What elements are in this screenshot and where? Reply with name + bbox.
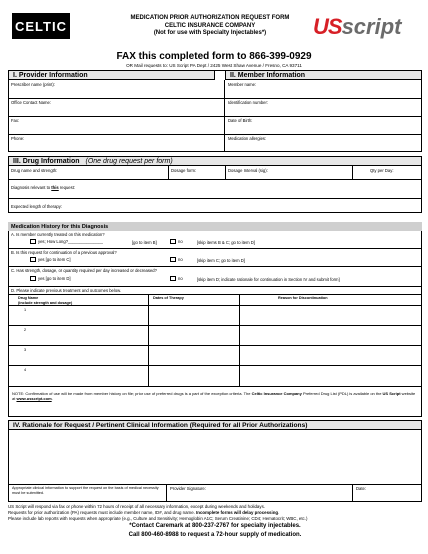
a-no-checkbox[interactable] — [170, 239, 176, 244]
office-contact-label: Office Contact Name: — [11, 100, 51, 105]
footer-line-2: Requests for prior authorization (PA) requests must include member name, ID#, and drug name. Incomplete forms will delay processing. — [8, 510, 280, 515]
provider-signature-label: Provider Signature: — [170, 486, 206, 491]
footer-72hour: Call 800-460-8988 to request a 72-hour supply of medication. — [128, 532, 302, 538]
member-fields — [225, 80, 422, 152]
b-no-checkbox[interactable] — [170, 257, 176, 262]
company-name: CELTIC INSURANCE COMPANY — [164, 22, 256, 29]
question-a: A. Is member currently treated on this medication? — [11, 232, 105, 237]
qty-per-day-label: Qty per Day: — [370, 168, 394, 173]
question-c: C. Has strength, dosage, or quantity required per day increased or decreased? — [11, 268, 157, 273]
col-dates-of-therapy: Dates of Therapy — [153, 296, 184, 300]
c-no-checkbox[interactable] — [170, 276, 176, 281]
provider-fields — [8, 80, 225, 152]
dosage-form-label: Dosage form: — [171, 168, 197, 173]
history-note: NOTE: Confirmation of use will be made from member history on file; prior use of preferred drugs is a part of the exception criteria. The Celtic Insurance Company Preferred Drug List (PDL) is available on the US Script website at www.usscript.com. — [12, 391, 416, 402]
diagnosis-label: Diagnosis relevant to this request: — [11, 185, 76, 190]
c-yes-checkbox[interactable] — [30, 276, 36, 281]
b-no-note: [skip item C; go to item D] — [197, 258, 245, 263]
question-b: B. Is this request for continuation of a previous approval? — [11, 250, 117, 255]
table-row-1: 1 — [24, 308, 27, 312]
table-row-4: 4 — [24, 368, 27, 372]
a-no-note: [skip items B & C; go to item D] — [197, 240, 255, 245]
b-yes-checkbox[interactable] — [30, 257, 36, 262]
question-d: D. Please indicate previous treatment and outcomes below. — [11, 288, 122, 293]
footer-caremark: *Contact Caremark at 800-237-2767 for specialty injectables. — [129, 523, 301, 529]
medication-history-heading: Medication History for this Diagnosis — [8, 222, 422, 231]
question-b-yes: yes [go to item C] — [30, 257, 71, 262]
a-goto-b: [go to item B] — [132, 240, 157, 245]
member-name-label: Member name: — [228, 82, 257, 87]
rationale-textarea[interactable] — [10, 432, 420, 484]
celtic-logo: CELTIC — [12, 13, 70, 39]
col-reason: Reason for Discontinuation — [278, 296, 328, 300]
question-b-no: no — [170, 257, 183, 262]
drug-name-label: Drug name and strength: — [11, 168, 58, 173]
question-a-yes: yes; How Long?_______________ — [30, 239, 103, 244]
phone-label: Phone: — [11, 136, 25, 141]
date-of-birth-label: Date of Birth: — [228, 118, 253, 123]
medication-allergies-label: Medication allergies: — [228, 136, 267, 141]
form-subtitle: (Not for use with Specialty Injectables*) — [153, 30, 267, 36]
therapy-length-label: Expected length of therapy: — [11, 204, 62, 209]
table-row-3: 3 — [24, 348, 27, 352]
rationale-heading: IV. Rationale for Request / Pertinent Clinical Information (Required for all Prior Authorizations) — [8, 420, 422, 430]
fax-label: Fax: — [11, 118, 20, 123]
footer-line-3: Please include lab reports with requests when appropriate (e.g., Culture and Sensitivity; Hemoglobin A1C; Serum Creatinine; CD4; Hematocrit; WBC, etc.) — [8, 516, 308, 521]
form-title-block — [112, 15, 308, 38]
a-yes-checkbox[interactable] — [30, 239, 36, 244]
drug-info-heading: III. Drug Information (One drug request per form) — [8, 156, 422, 166]
c-no-note: [skip item D; indicate rationale for continuation in Section IV and submit form] — [197, 277, 340, 282]
previous-treatment-table — [8, 294, 422, 386]
question-c-no: no — [170, 276, 183, 281]
usscript-link[interactable]: www.usscript.com — [16, 396, 52, 402]
member-info-heading: II. Member Information — [225, 70, 422, 80]
col-drug-name-note: (include strength and dosage) — [18, 301, 73, 305]
prescriber-name-label: Prescriber name (print): — [11, 82, 55, 87]
provider-info-heading: I. Provider Information — [8, 70, 215, 80]
footer-line-1: US Script will respond via fax or phone within 72 hours of receipt of all necessary information, except during weekends and holidays. — [8, 504, 265, 509]
usscript-logo: US script — [313, 14, 402, 39]
mail-instruction: OR Mail requests to: US Script PA Dept / 2425 West Shaw Avenue / Fresno, CA 93711 — [126, 63, 302, 68]
form-title: MEDICATION PRIOR AUTHORIZATION REQUEST FORM — [130, 15, 290, 21]
question-c-yes: yes [go to item D] — [30, 276, 71, 281]
question-a-no: no — [170, 239, 183, 244]
date-label: Date: — [356, 486, 367, 491]
table-row-2: 2 — [24, 328, 27, 332]
fax-instruction: FAX this completed form to 866-399-0929 — [116, 51, 312, 62]
dosage-interval-label: Dosage Interval (sig): — [228, 168, 268, 173]
identification-number-label: Identification number: — [228, 100, 269, 105]
col-drug-name: Drug Name — [18, 296, 39, 300]
appropriate-info-note: Appropriate clinical information to support the request on the basis of medical necessity must be submitted. — [12, 486, 159, 495]
